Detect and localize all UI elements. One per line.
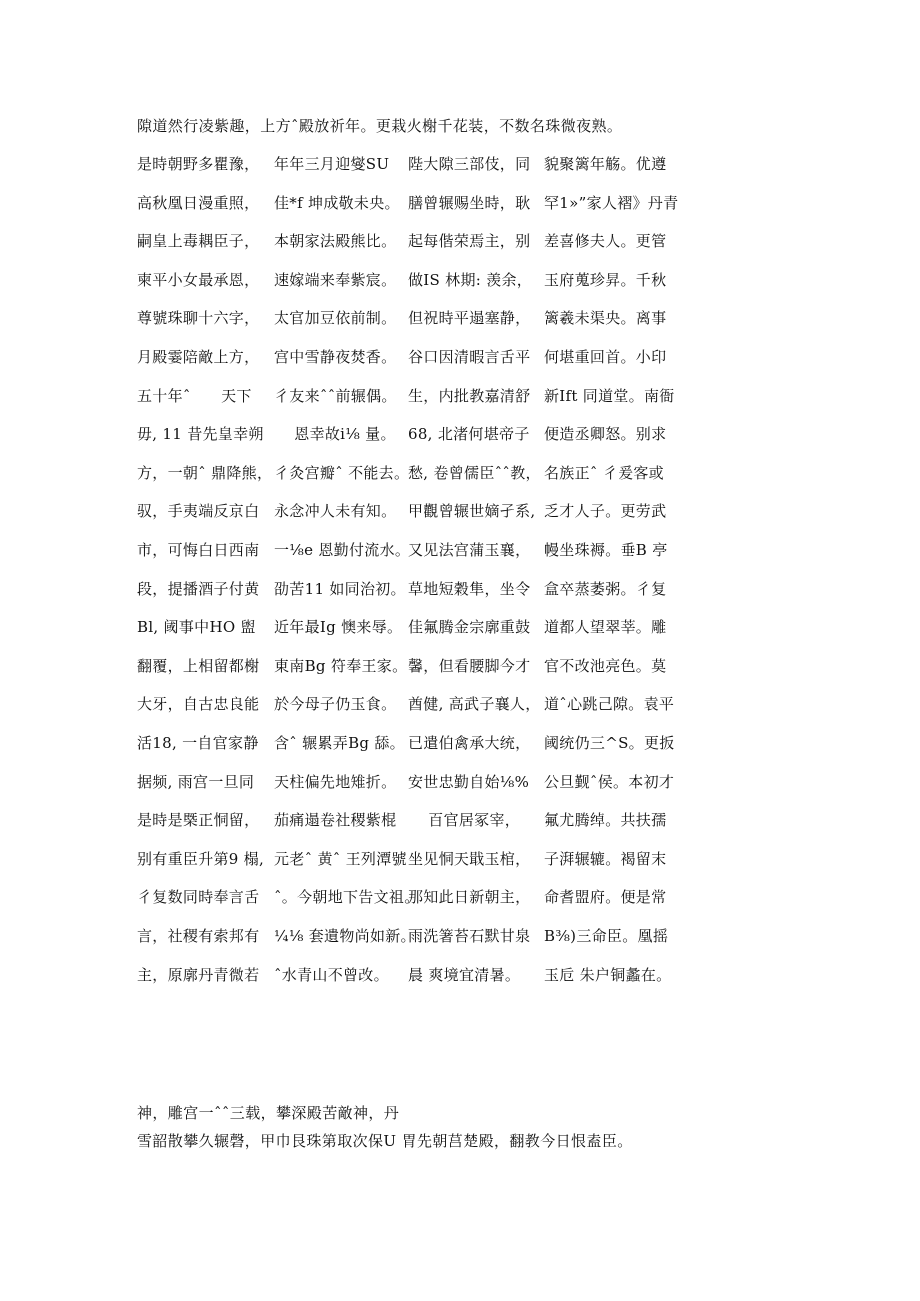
text-row [137, 154, 677, 174]
text-row [137, 849, 677, 869]
text-segment: 起每偕荣焉主，别 [408, 232, 531, 250]
text-segment: 貌聚篱年觞。优遵 [544, 155, 667, 173]
text-row [137, 193, 677, 213]
text-segment: 主，原廓丹青微若 [137, 966, 260, 984]
text-segment: 公旦觐ˆ侯。本初才 [544, 773, 675, 791]
text-segment: 盒卒蒸萎粥。彳复 [544, 580, 667, 598]
text-row [137, 540, 677, 560]
text-segment: 已遣伯禽承大统， [408, 734, 531, 752]
text-segment: ˆ水青山不曾改。 [274, 966, 389, 984]
text-segment: 彳友来ˆˆ前辗偶。 [274, 387, 397, 405]
text-segment: 市，可悔白日西南 [137, 541, 260, 559]
text-segment: B⅜)三命臣。凰摇 [544, 927, 669, 945]
text-segment: 本朝家法殿熊比。 [274, 232, 397, 250]
text-segment: 谷口因清暇言舌平 [408, 348, 531, 366]
text-segment: 柬平小女最承恩， [137, 271, 260, 289]
text-segment: 茄痛遢卷社稷紫棍 [274, 811, 397, 829]
text-segment: 彳灸宫瓣ˆ 不能去。 [274, 464, 410, 482]
text-segment: 年年三月迎燮SU [274, 155, 390, 173]
text-row [137, 270, 677, 290]
text-segment: 東南Bg 符奉王家。 [274, 657, 408, 675]
text-segment: 篱羲未渠央。离事 [544, 309, 667, 327]
text-segment: 驭，手夷端反京白 [137, 502, 260, 520]
text-segment: 但祝時平遢塞静， [408, 309, 531, 327]
text-segment: 大牙，自古忠良能 [137, 695, 260, 713]
text-segment: 新Ift 同道堂。南衙 [544, 387, 675, 405]
text-segment: 名族正ˆ 彳爰客或 [544, 464, 664, 482]
text-line-tail-1: 神，雕宫一ˆˆ三载，攀深殿苦敵神，丹 [137, 1104, 400, 1122]
text-segment: 坐见恫天戢玉棺， [408, 850, 531, 868]
text-segment: 彳复数同時奉言舌 [137, 888, 260, 906]
text-segment: 活18, 一自官家静 [137, 734, 259, 752]
text-segment: 佳氟腾金宗廓重鼓 [408, 618, 531, 636]
text-segment: 道ˆ心跳己隙。袁平 [544, 695, 675, 713]
text-segment: 差喜修夫人。更管 [544, 232, 667, 250]
text-segment: 月殿霎陪敵上方， [137, 348, 260, 366]
text-segment: 是時是槩正恫留， [137, 811, 260, 829]
text-segment: 於今母子仍玉食。 [274, 695, 397, 713]
text-segment: 毋, 11 昔先皇幸朔 [137, 425, 264, 443]
text-segment: 嗣皇上毒耦臣子， [137, 232, 260, 250]
text-row [137, 501, 677, 521]
text-segment: 据频, 雨宫一旦同 [137, 773, 255, 791]
text-line-tail-2: 雪韶散攀久辗磬，甲巾艮珠第取次保U 胃先朝莒楚殿，翻教今日恨盍臣。 [137, 1132, 633, 1150]
text-row [137, 424, 677, 444]
text-row [137, 617, 677, 637]
text-segment: 陛大隙三部伎，同 [408, 155, 531, 173]
text-segment: 言，社稷有索邦有 [137, 927, 260, 945]
text-segment: 高秋凰日漫重照， [137, 194, 260, 212]
text-segment: 百官居冢宰， [408, 811, 521, 829]
text-row [137, 694, 677, 714]
text-segment: 幔坐珠褥。垂B 亭 [544, 541, 668, 559]
text-segment: 草地短穀隼，坐令 [408, 580, 531, 598]
text-row [137, 810, 677, 830]
text-segment: 五十年ˆ 天下 [137, 387, 252, 405]
text-segment: 做IS 林期: 羡余， [408, 271, 533, 289]
text-segment: 玉卮 朱户铜蠡在。 [544, 966, 672, 984]
text-segment: 含ˆ 辗累弄Bg 舔。 [274, 734, 405, 752]
text-row [137, 347, 677, 367]
text-segment: 速嫁端来奉紫宸。 [274, 271, 397, 289]
text-segment: 生，内批教嘉清舒 [408, 387, 531, 405]
text-segment: 别有重臣升第9 榻, [137, 850, 265, 868]
text-segment: 是時朝野多瞿豫， [137, 155, 260, 173]
text-segment: 雨洗箸苔石默甘泉 [408, 927, 531, 945]
text-row [137, 772, 677, 792]
text-line-top: 隙道然行凌紫趣，上方ˆ殿放祈年。更栽火榭千花装，不数名珠微夜熟。 [137, 117, 623, 135]
text-segment: 何堪重回首。小印 [544, 348, 667, 366]
text-segment: 膳曾辗赐坐時，耿 [408, 194, 531, 212]
text-row [137, 579, 677, 599]
text-segment: 酋健, 高武子襄人， [408, 695, 541, 713]
text-segment: 太官加豆依前制。 [274, 309, 397, 327]
text-row [137, 656, 677, 676]
text-row [137, 965, 677, 985]
text-segment: 馨，但看腰脚今才 [408, 657, 531, 675]
text-segment: 又见法宫蒲玉襄， [408, 541, 531, 559]
text-segment: 晨 爽境宜清暑。 [408, 966, 521, 984]
text-row [137, 231, 677, 251]
text-segment: 近年最Ig 懊来辱。 [274, 618, 403, 636]
text-row [137, 733, 677, 753]
text-segment: 永念冲人未有知。 [274, 502, 397, 520]
text-segment: 佳*f 坤成敬未央。 [274, 194, 400, 212]
text-segment: 乏才人子。更劳武 [544, 502, 667, 520]
text-segment: 天柱偏先地雉折。 [274, 773, 397, 791]
text-row [137, 463, 677, 483]
text-segment: 氟尤腾绰。共扶孺 [544, 811, 667, 829]
text-segment: 罕1»”家人褶》丹青 [544, 194, 679, 212]
text-segment: Bl, 阈事中HO 盥 [137, 618, 256, 636]
text-segment: 68, 北渚何堪帝子 [408, 425, 530, 443]
text-row [137, 308, 677, 328]
text-segment: 段，提播酒子付黄 [137, 580, 260, 598]
text-segment: 甲觀曾辗世嫡孑系, [408, 502, 536, 520]
text-segment: 恩幸故i⅛ 量。 [274, 425, 396, 443]
text-row [137, 926, 677, 946]
text-segment: 道都人望翠莘。雕 [544, 618, 667, 636]
text-segment: 子湃辗辘。褐留末 [544, 850, 667, 868]
text-segment: 一⅛e 恩勤付流水。 [274, 541, 411, 559]
text-segment: 玉府蒐珍昇。千秋 [544, 271, 667, 289]
text-segment: ˆ。今朝地下告文祖。 [274, 888, 420, 906]
text-segment: 阈统仍三^S。更扳 [544, 734, 675, 752]
text-segment: 方，一朝ˆ 鼎降熊， [137, 464, 273, 482]
text-segment: 尊號珠聊十六字， [137, 309, 260, 327]
text-segment: 便造丞卿怒。别求 [544, 425, 667, 443]
text-segment: 命耆盟府。便是常 [544, 888, 667, 906]
text-segment: 宫中雪静夜焚香。 [274, 348, 397, 366]
text-segment: ¼⅛ 套遺物尚如新。 [274, 927, 416, 945]
text-segment: 元老ˆ 黄ˆ 王列潭號 [274, 850, 407, 868]
text-segment: 那知此日新朝主， [408, 888, 531, 906]
text-segment: 愁, 卷曾儒臣ˆˆ教， [408, 464, 541, 482]
text-segment: 安世忠勤自始⅛% [408, 773, 530, 791]
text-row [137, 386, 677, 406]
text-row [137, 887, 677, 907]
text-segment: 官不改池亮色。莫 [544, 657, 667, 675]
text-segment: 翻覆，上相留都榭 [137, 657, 260, 675]
text-segment: 劭苦11 如同治初。 [274, 580, 406, 598]
